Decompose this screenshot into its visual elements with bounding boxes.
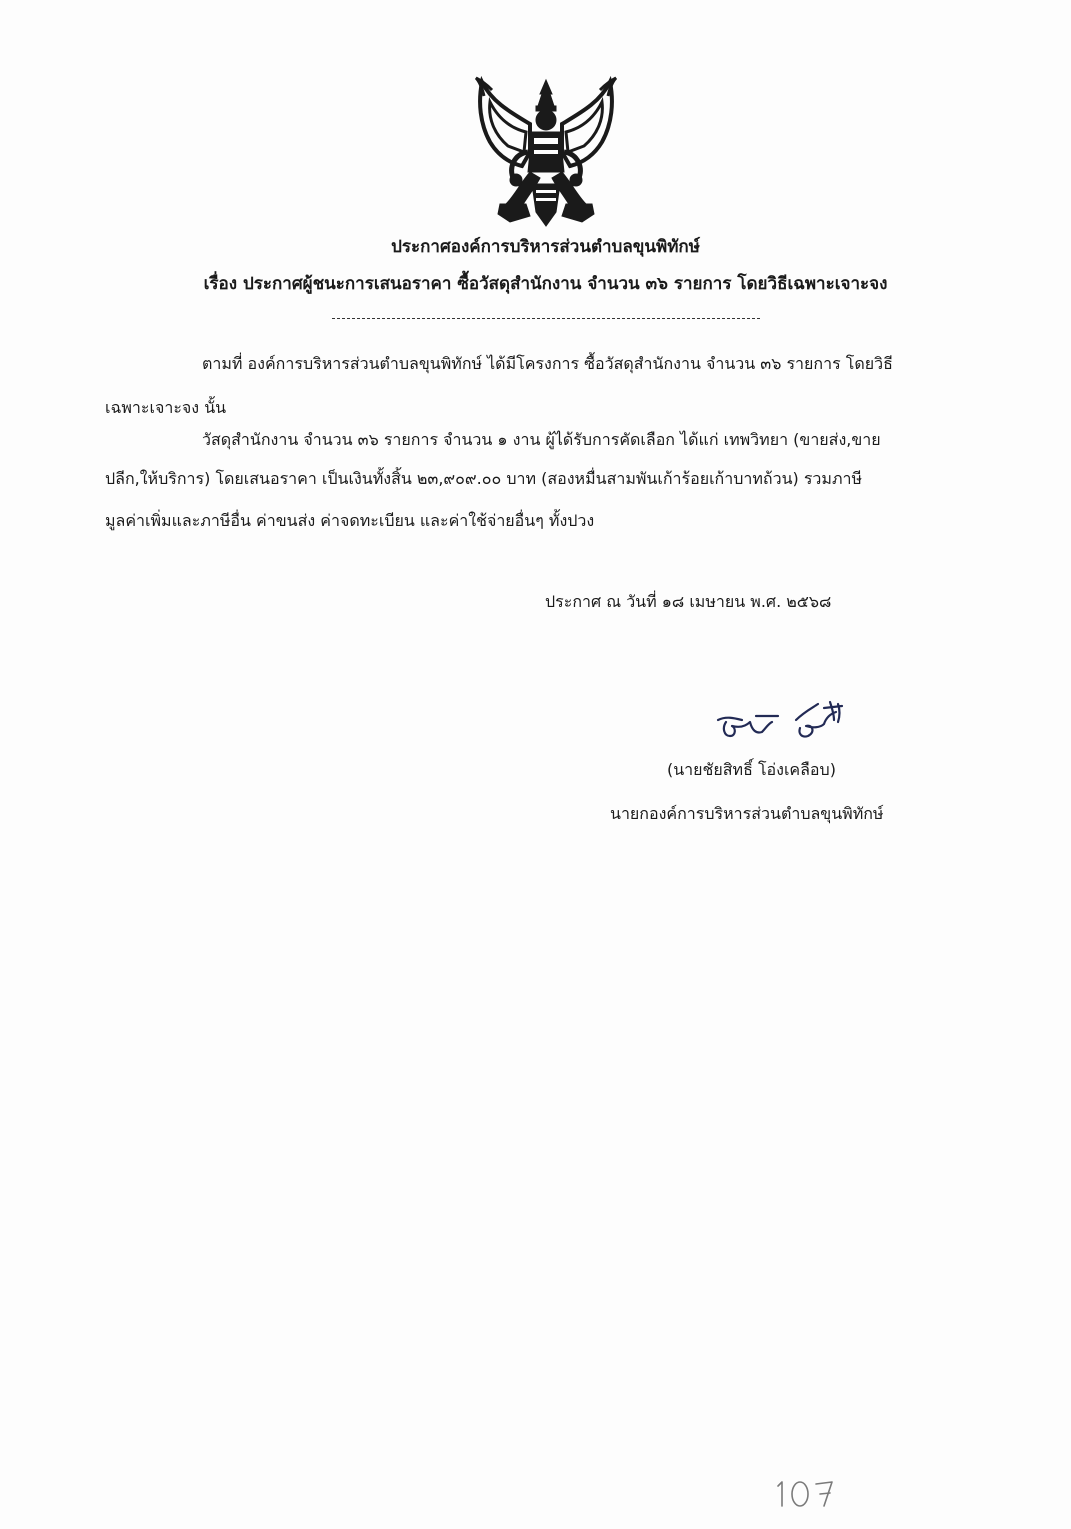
paragraph-2-line-2: ปลีก,ให้บริการ) โดยเสนอราคา เป็นเงินทั้งสิ้น ๒๓,๙๐๙.๐๐ บาท (สองหมื่นสามพันเก้าร้อยเก้าบาทถ้วน) รวมภาษี [105, 469, 863, 488]
announcement-date: ประกาศ ณ วันที่ ๑๘ เมษายน พ.ศ. ๒๕๖๘ [545, 592, 832, 611]
paragraph-1-line-2: เฉพาะเจาะจง นั้น [105, 398, 227, 417]
signer-position: นายกองค์การบริหารส่วนตำบลขุนพิทักษ์ [610, 804, 884, 823]
paragraph-2-line-1: วัสดุสำนักงาน จำนวน ๓๖ รายการ จำนวน ๑ งาน ผู้ได้รับการคัดเลือก ได้แก่ เทพวิทยา (ขายส่ง,ขาย [202, 430, 881, 449]
title-divider [332, 318, 760, 319]
document-subject: เรื่อง ประกาศผู้ชนะการเสนอราคา ซื้อวัสดุสำนักงาน จำนวน ๓๖ รายการ โดยวิธีเฉพาะเจาะจง [203, 274, 888, 294]
garuda-emblem-icon [470, 72, 622, 230]
signer-name: (นายชัยสิทธิ์ โอ่งเคลือบ) [667, 760, 836, 779]
paragraph-2-line-3: มูลค่าเพิ่มและภาษีอื่น ค่าขนส่ง ค่าจดทะเบียน และค่าใช้จ่ายอื่นๆ ทั้งปวง [105, 511, 595, 530]
handwritten-page-number [770, 1476, 840, 1510]
paragraph-1-line-1: ตามที่ องค์การบริหารส่วนตำบลขุนพิทักษ์ ได้มีโครงการ ซื้อวัสดุสำนักงาน จำนวน ๓๖ รายการ โดยวิธี [202, 354, 893, 373]
document-title: ประกาศองค์การบริหารส่วนตำบลขุนพิทักษ์ [391, 237, 700, 257]
handwritten-signature-icon [712, 698, 847, 750]
